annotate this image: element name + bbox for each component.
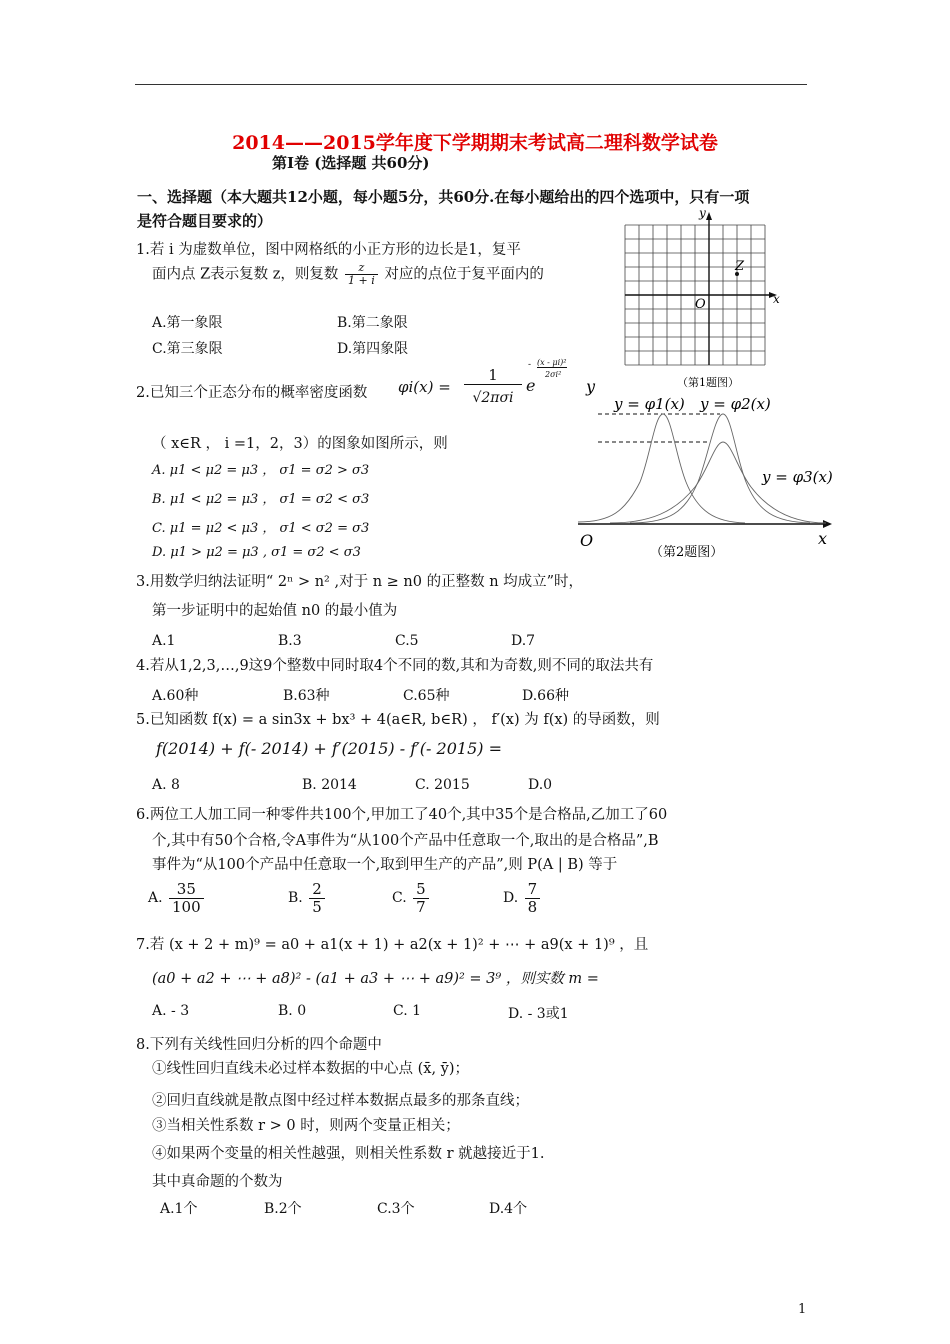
q1-fraction bbox=[345, 262, 378, 287]
exam-title: 2014——2015学年度下学期期末考试高二理科数学试卷 bbox=[232, 132, 718, 154]
q8-item3: ③当相关性系数 r > 0 时，则两个变量正相关； bbox=[152, 1118, 460, 1134]
q6-option-c-num: 5 bbox=[413, 881, 429, 899]
q3-option-c[interactable]: C.5 bbox=[395, 633, 419, 649]
q8-option-c[interactable]: C.3个 bbox=[377, 1201, 415, 1217]
q6-option-a-frac bbox=[169, 881, 204, 915]
q6-option-b-label: B. bbox=[288, 890, 303, 906]
q8-option-b[interactable]: B.2个 bbox=[264, 1201, 302, 1217]
q7-option-d[interactable]: D. - 3或1 bbox=[508, 1006, 569, 1022]
q1-grid-figure bbox=[615, 205, 790, 390]
q2-formula-exp-sign: - bbox=[528, 360, 532, 370]
q5-option-a[interactable]: A. 8 bbox=[152, 777, 180, 793]
q1-line1: 1.若 i 为虚数单位，图中网格纸的小正方形的边长是1，复平 bbox=[136, 242, 521, 258]
q6-line2: 个,其中有50个合格,令A事件为“从100个产品中任意取一个,取出的是合格品”,B bbox=[152, 833, 659, 849]
q2-formula-lhs: φi(x) = bbox=[398, 378, 451, 396]
q8-item4: ④如果两个变量的相关性越强，则相关性系数 r 就越接近于1. bbox=[152, 1146, 545, 1162]
q6-option-b-den: 5 bbox=[312, 897, 322, 916]
q1-y-label: y bbox=[699, 206, 706, 220]
q6-option-a-label: A. bbox=[148, 890, 163, 906]
q2-x-label: x bbox=[818, 529, 828, 548]
q8-item2: ②回归直线就是散点图中经过样本数据点最多的那条直线； bbox=[152, 1093, 529, 1109]
q3-option-d[interactable]: D.7 bbox=[511, 633, 536, 649]
q2-origin-label: O bbox=[580, 531, 594, 550]
q8-line-last: 其中真命题的个数为 bbox=[152, 1174, 283, 1190]
q6-option-d-label: D. bbox=[503, 890, 519, 906]
q5-option-b[interactable]: B. 2014 bbox=[302, 777, 357, 793]
q2-option-b[interactable]: B. μ1 < μ2 = μ3 ， σ1 = σ2 < σ3 bbox=[152, 492, 370, 507]
q2-option-c[interactable]: C. μ1 = μ2 < μ3 ， σ1 < σ2 = σ3 bbox=[152, 521, 370, 536]
q2-line1: 2.已知三个正态分布的概率密度函数 bbox=[136, 385, 368, 401]
q2-option-d[interactable]: D. μ1 > μ2 = μ3 , σ1 = σ2 < σ3 bbox=[152, 545, 361, 560]
q2-x-arrow-icon bbox=[823, 520, 832, 528]
q4-option-a[interactable]: A.60种 bbox=[152, 688, 199, 704]
q7-line2: (a0 + a2 + ⋯ + a8)² - (a1 + a3 + ⋯ + a9)² = 3⁹ ，则实数 m = bbox=[152, 971, 599, 987]
q5-option-c[interactable]: C. 2015 bbox=[415, 777, 470, 793]
q3-line1: 3.用数学归纳法证明“ 2ⁿ > n² ,对于 n ≥ n0 的正整数 n 均成立”时， bbox=[136, 574, 584, 590]
q6-option-d-frac bbox=[525, 881, 541, 915]
q8-line1: 8.下列有关线性回归分析的四个命题中 bbox=[136, 1037, 382, 1053]
q2-figure-caption: （第2题图） bbox=[650, 545, 724, 560]
q2-curve-phi1 bbox=[578, 414, 745, 523]
q6-option-d-num: 7 bbox=[525, 881, 541, 899]
q6-option-b[interactable] bbox=[288, 881, 327, 915]
q2-label-phi2: y = φ2(x) bbox=[700, 395, 771, 413]
q1-figure-caption: （第1题图） bbox=[677, 376, 739, 389]
q6-option-d[interactable] bbox=[503, 881, 542, 915]
q6-option-c-label: C. bbox=[392, 890, 407, 906]
q6-option-c-den: 7 bbox=[416, 897, 426, 916]
q5-option-d[interactable]: D.0 bbox=[528, 777, 553, 793]
q1-y-arrow-icon bbox=[706, 212, 712, 220]
q2-formula-num: 1 bbox=[464, 366, 522, 385]
q5-line1: 5.已知函数 f(x) = a sin3x + bx³ + 4(a∈R, b∈R) ， f′(x) 为 f(x) 的导函数，则 bbox=[136, 712, 660, 728]
q2-y-label: y bbox=[586, 377, 596, 396]
section-heading-line2: 是符合题目要求的） bbox=[137, 212, 273, 230]
section-heading-line1: 一、选择题（本大题共12小题，每小题5分，共60分.在每小题给出的四个选项中，只有一项 bbox=[137, 188, 750, 206]
header-rule bbox=[135, 84, 807, 85]
q1-x-label: x bbox=[773, 292, 780, 306]
q2-formula-exp-den: 2σi² bbox=[545, 370, 562, 379]
q4-option-c[interactable]: C.65种 bbox=[403, 688, 450, 704]
q7-option-a[interactable]: A. - 3 bbox=[152, 1003, 190, 1019]
q1-frac-num: z bbox=[345, 262, 378, 275]
q7-line1: 7.若 (x + 2 + m)⁹ = a0 + a1(x + 1) + a2(x + 1)² + ⋯ + a9(x + 1)⁹ ，且 bbox=[136, 937, 649, 953]
q4-option-d[interactable]: D.66种 bbox=[522, 688, 569, 704]
q2-normal-curves-figure bbox=[570, 372, 840, 562]
q3-option-b[interactable]: B.3 bbox=[278, 633, 302, 649]
q4-line1: 4.若从1,2,3,…,9这9个整数中同时取4个不同的数,其和为奇数,则不同的取法共有 bbox=[136, 658, 654, 674]
page-number: 1 bbox=[798, 1302, 807, 1317]
q1-line2 bbox=[152, 262, 544, 287]
q6-option-a[interactable] bbox=[148, 881, 206, 915]
q2-label-phi3: y = φ3(x) bbox=[762, 468, 833, 486]
q3-option-a[interactable]: A.1 bbox=[152, 633, 176, 649]
q1-point-label: Z bbox=[735, 259, 745, 274]
q6-option-b-frac bbox=[309, 881, 325, 915]
q4-option-b[interactable]: B.63种 bbox=[283, 688, 330, 704]
q1-option-b[interactable]: B.第二象限 bbox=[337, 315, 408, 331]
q7-option-b[interactable]: B. 0 bbox=[278, 1003, 307, 1019]
q6-option-a-den: 100 bbox=[172, 897, 201, 916]
q2-option-a[interactable]: A. μ1 < μ2 = μ3 ， σ1 = σ2 > σ3 bbox=[152, 463, 370, 478]
q6-option-c-frac bbox=[413, 881, 429, 915]
q2-label-phi1: y = φ1(x) bbox=[614, 395, 685, 413]
q1-option-d[interactable]: D.第四象限 bbox=[337, 341, 409, 357]
exam-subtitle: 第Ⅰ卷 (选择题 共60分) bbox=[272, 154, 430, 172]
q2-formula-exp-num: (x - μi)² bbox=[537, 358, 567, 367]
q6-line1: 6.两位工人加工同一种零件共100个,甲加工了40个,其中35个是合格品,乙加工了60 bbox=[136, 807, 668, 823]
q8-item1: ①线性回归直线未必过样本数据的中心点 (x̄, ȳ)； bbox=[152, 1061, 470, 1077]
q8-option-a[interactable]: A.1个 bbox=[160, 1201, 198, 1217]
q6-option-c[interactable] bbox=[392, 881, 431, 915]
q7-option-c[interactable]: C. 1 bbox=[393, 1003, 422, 1019]
q2-formula bbox=[398, 358, 588, 418]
q2-formula-e: e bbox=[526, 376, 536, 395]
q1-origin-label: O bbox=[695, 297, 706, 312]
q1-option-a[interactable]: A.第一象限 bbox=[152, 315, 223, 331]
q5-line2: f(2014) + f(- 2014) + f′(2015) - f′(- 2015) = bbox=[156, 739, 502, 758]
q1-line2-b: 对应的点位于复平面内的 bbox=[384, 266, 544, 283]
q1-frac-den: 1 + i bbox=[348, 274, 375, 288]
q2-formula-den: √2πσi bbox=[472, 390, 514, 406]
q1-option-c[interactable]: C.第三象限 bbox=[152, 341, 223, 357]
q1-line2-a: 面内点 Z表示复数 z，则复数 bbox=[152, 266, 339, 283]
q6-option-b-num: 2 bbox=[309, 881, 325, 899]
q6-line3: 事件为“从100个产品中任意取一个,取到甲生产的产品”,则 P(A | B) 等于 bbox=[152, 857, 618, 873]
q6-option-a-num: 35 bbox=[169, 881, 204, 899]
q3-line2: 第一步证明中的起始值 n0 的最小值为 bbox=[152, 603, 398, 619]
q8-option-d[interactable]: D.4个 bbox=[489, 1201, 528, 1217]
q6-option-d-den: 8 bbox=[527, 897, 538, 916]
q2-line2: （ x∈R ， i =1，2，3）的图象如图所示，则 bbox=[152, 436, 448, 452]
